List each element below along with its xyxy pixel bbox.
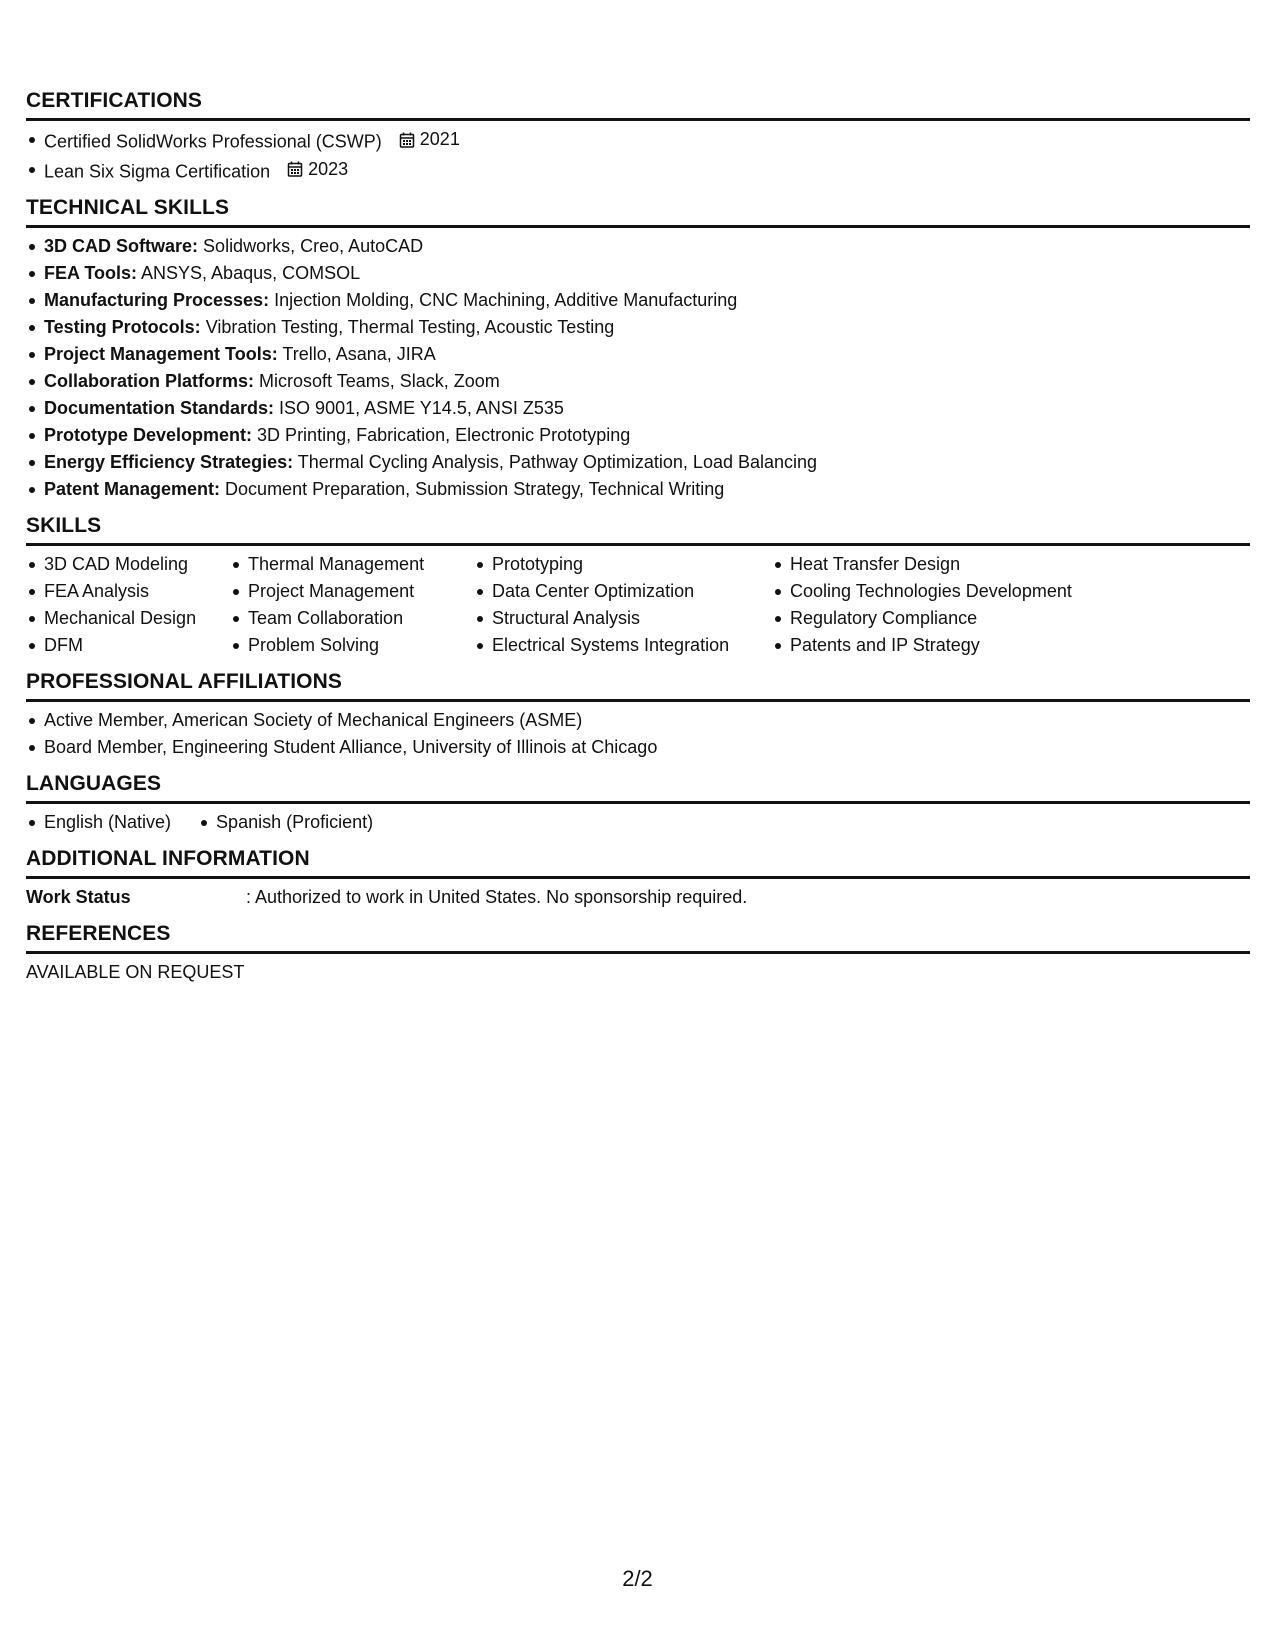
skill-category: Patent Management: xyxy=(44,479,221,499)
affiliations-section xyxy=(26,669,1250,761)
skill-values: Document Preparation, Submission Strategy, Technical Writing xyxy=(225,479,725,499)
skill-category: Energy Efficiency Strategies: xyxy=(44,452,294,472)
skill-values: Solidworks, Creo, AutoCAD xyxy=(203,236,424,256)
list-item: Cooling Technologies Development xyxy=(790,578,1120,605)
skill-category: Project Management Tools: xyxy=(44,344,278,364)
skill-category: Collaboration Platforms: xyxy=(44,371,255,391)
skill-values: ANSYS, Abaqus, COMSOL xyxy=(141,263,361,283)
list-item: Team Collaboration xyxy=(248,605,474,632)
affiliations-list xyxy=(26,707,1250,761)
languages-list xyxy=(26,809,1250,836)
list-item xyxy=(44,368,1250,395)
skill-category: Prototype Development: xyxy=(44,425,253,445)
certifications-section xyxy=(26,88,1250,185)
certification-name: Certified SolidWorks Professional (CSWP) xyxy=(44,131,382,152)
list-item xyxy=(44,156,1250,186)
list-item xyxy=(44,449,1250,476)
list-item: Data Center Optimization xyxy=(492,578,772,605)
certifications-list xyxy=(26,126,1250,185)
skills-section xyxy=(26,513,1250,659)
skills-column xyxy=(230,551,474,659)
list-item xyxy=(44,126,1250,156)
list-item: English (Native) xyxy=(44,809,171,836)
list-item: Prototyping xyxy=(492,551,772,578)
skill-category: Documentation Standards: xyxy=(44,398,275,418)
additional-information-section xyxy=(26,846,1250,911)
section-title-certifications: CERTIFICATIONS xyxy=(26,88,1250,121)
skill-category: Manufacturing Processes: xyxy=(44,290,270,310)
skill-values: Thermal Cycling Analysis, Pathway Optimization, Load Balancing xyxy=(297,452,818,472)
list-item: Patents and IP Strategy xyxy=(790,632,1120,659)
list-item xyxy=(44,395,1250,422)
list-item: DFM xyxy=(44,632,230,659)
section-title-technical-skills: TECHNICAL SKILLS xyxy=(26,195,1250,228)
list-item xyxy=(44,422,1250,449)
list-item: FEA Analysis xyxy=(44,578,230,605)
certification-year: 2023 xyxy=(308,158,349,179)
skill-category: Testing Protocols: xyxy=(44,317,201,337)
list-item: Mechanical Design xyxy=(44,605,230,632)
list-item xyxy=(44,476,1250,503)
references-section xyxy=(26,921,1250,986)
skill-values: 3D Printing, Fabrication, Electronic Prototyping xyxy=(257,425,631,445)
list-item: Project Management xyxy=(248,578,474,605)
page-number: 2/2 xyxy=(622,1566,653,1591)
list-item xyxy=(44,260,1250,287)
section-title-additional-information: ADDITIONAL INFORMATION xyxy=(26,846,1250,879)
technical-skills-section xyxy=(26,195,1250,503)
list-item: Regulatory Compliance xyxy=(790,605,1120,632)
skills-column xyxy=(474,551,772,659)
list-item: Electrical Systems Integration xyxy=(492,632,772,659)
certification-name: Lean Six Sigma Certification xyxy=(44,161,271,181)
list-item: 3D CAD Modeling xyxy=(44,551,230,578)
list-item xyxy=(44,314,1250,341)
section-title-languages: LANGUAGES xyxy=(26,771,1250,804)
skill-category: 3D CAD Software: xyxy=(44,236,199,256)
list-item xyxy=(44,233,1250,260)
list-item: Structural Analysis xyxy=(492,605,772,632)
section-title-references: REFERENCES xyxy=(26,921,1250,954)
work-status-label: Work Status xyxy=(26,887,131,907)
skill-values: Injection Molding, CNC Machining, Additive Manufacturing xyxy=(274,290,738,310)
list-item: Thermal Management xyxy=(248,551,474,578)
skill-values: Trello, Asana, JIRA xyxy=(282,344,436,364)
list-item: Active Member, American Society of Mechanical Engineers (ASME) xyxy=(44,707,1250,734)
work-status-value: : Authorized to work in United States. No sponsorship required. xyxy=(246,887,748,907)
list-item: Spanish (Proficient) xyxy=(216,809,373,836)
list-item: Board Member, Engineering Student Alliance, University of Illinois at Chicago xyxy=(44,734,1250,761)
languages-section xyxy=(26,771,1250,836)
list-item: Heat Transfer Design xyxy=(790,551,1120,578)
section-title-skills: SKILLS xyxy=(26,513,1250,546)
skills-column xyxy=(772,551,1120,659)
skill-values: Microsoft Teams, Slack, Zoom xyxy=(259,371,500,391)
technical-skills-list xyxy=(26,233,1250,503)
work-status-row xyxy=(26,884,1250,911)
list-item xyxy=(44,341,1250,368)
calendar-icon xyxy=(399,132,415,148)
list-item xyxy=(44,287,1250,314)
skill-values: Vibration Testing, Thermal Testing, Acoustic Testing xyxy=(205,317,615,337)
skill-values: ISO 9001, ASME Y14.5, ANSI Z535 xyxy=(279,398,564,418)
references-text: AVAILABLE ON REQUEST xyxy=(26,962,245,982)
skills-column xyxy=(26,551,230,659)
section-title-affiliations: PROFESSIONAL AFFILIATIONS xyxy=(26,669,1250,702)
certification-year: 2021 xyxy=(419,129,460,149)
calendar-icon xyxy=(287,161,303,177)
list-item: Problem Solving xyxy=(248,632,474,659)
resume-page xyxy=(26,88,1250,996)
skill-category: FEA Tools: xyxy=(44,263,137,283)
skills-grid xyxy=(26,551,1250,659)
